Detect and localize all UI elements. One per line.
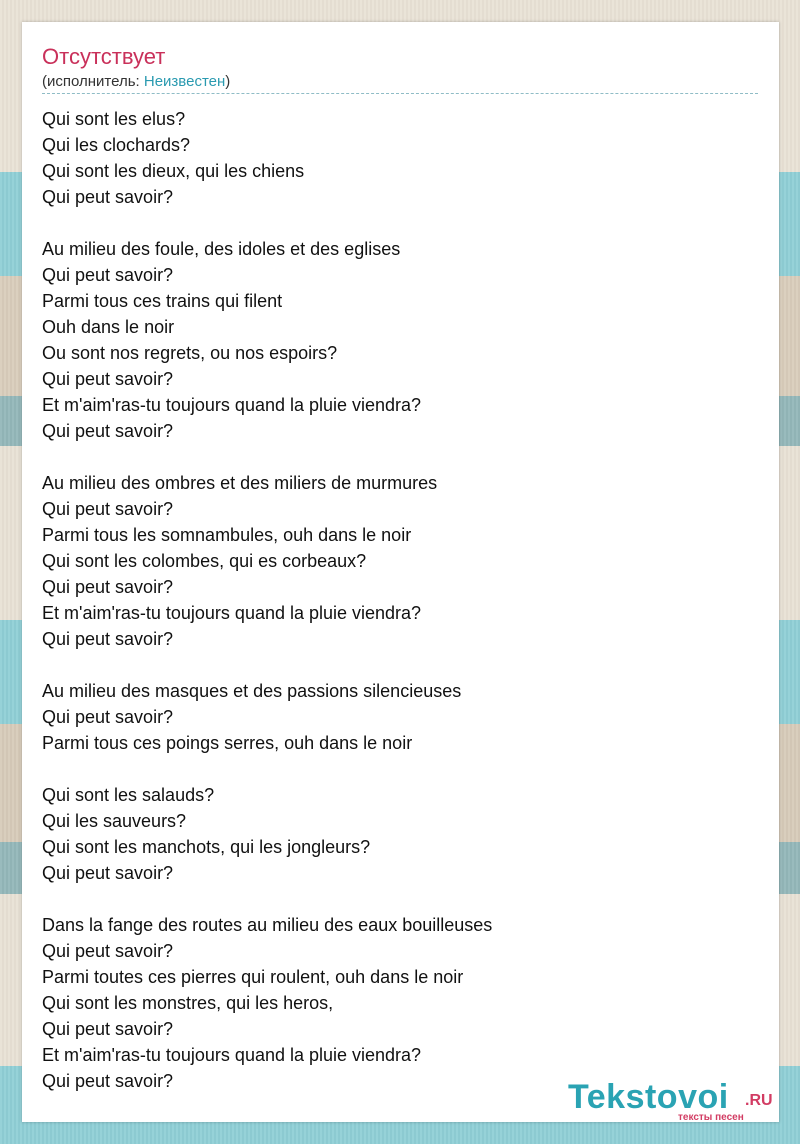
artist-prefix: (исполнитель: [42,73,144,90]
lyrics-card [22,22,779,1122]
artist-line [42,73,230,91]
logo-tld: .RU [745,1092,773,1109]
divider [42,93,758,94]
logo-tagline: тексты песен [678,1112,744,1123]
site-logo[interactable] [568,1078,778,1122]
logo-name: Tekstovoi [568,1078,729,1116]
lyrics-text: Qui sont les elus? Qui les clochards? Qui sont les dieux, qui les chiens Qui peut savoir? Au milieu des foule, des idoles et des eglises Qui peut savoir? Parmi tous ces trains qui filent Ouh dans le noir Ou sont nos regrets, ou nos espoirs? Qui peut savoir? Et m'aim'ras-tu toujours quand la pluie viendra? Qui peut savoir? Au milieu des ombres et des miliers de murmures Qui peut savoir? Parmi tous les somnambules, ouh dans le noir Qui sont les colombes, qui es corbeaux? Qui peut savoir? Et m'aim'ras-tu toujours quand la pluie viendra? Qui peut savoir? Au milieu des masques et des passions silencieuses Qui peut savoir? Parmi tous ces poings serres, ouh dans le noir Qui sont les salauds? Qui les sauveurs? Qui sont les manchots, qui les jongleurs? Qui peut savoir? Dans la fange des routes au milieu des eaux bouilleuses Qui peut savoir? Parmi toutes ces pierres qui roulent, ouh dans le noir Qui sont les monstres, qui les heros, Qui peut savoir? Et m'aim'ras-tu toujours quand la pluie viendra? Qui peut savoir? [42,109,493,1091]
artist-suffix: ) [225,73,231,90]
song-title: Отсутствует [42,44,166,69]
artist-link[interactable]: Неизвестен [143,73,226,90]
